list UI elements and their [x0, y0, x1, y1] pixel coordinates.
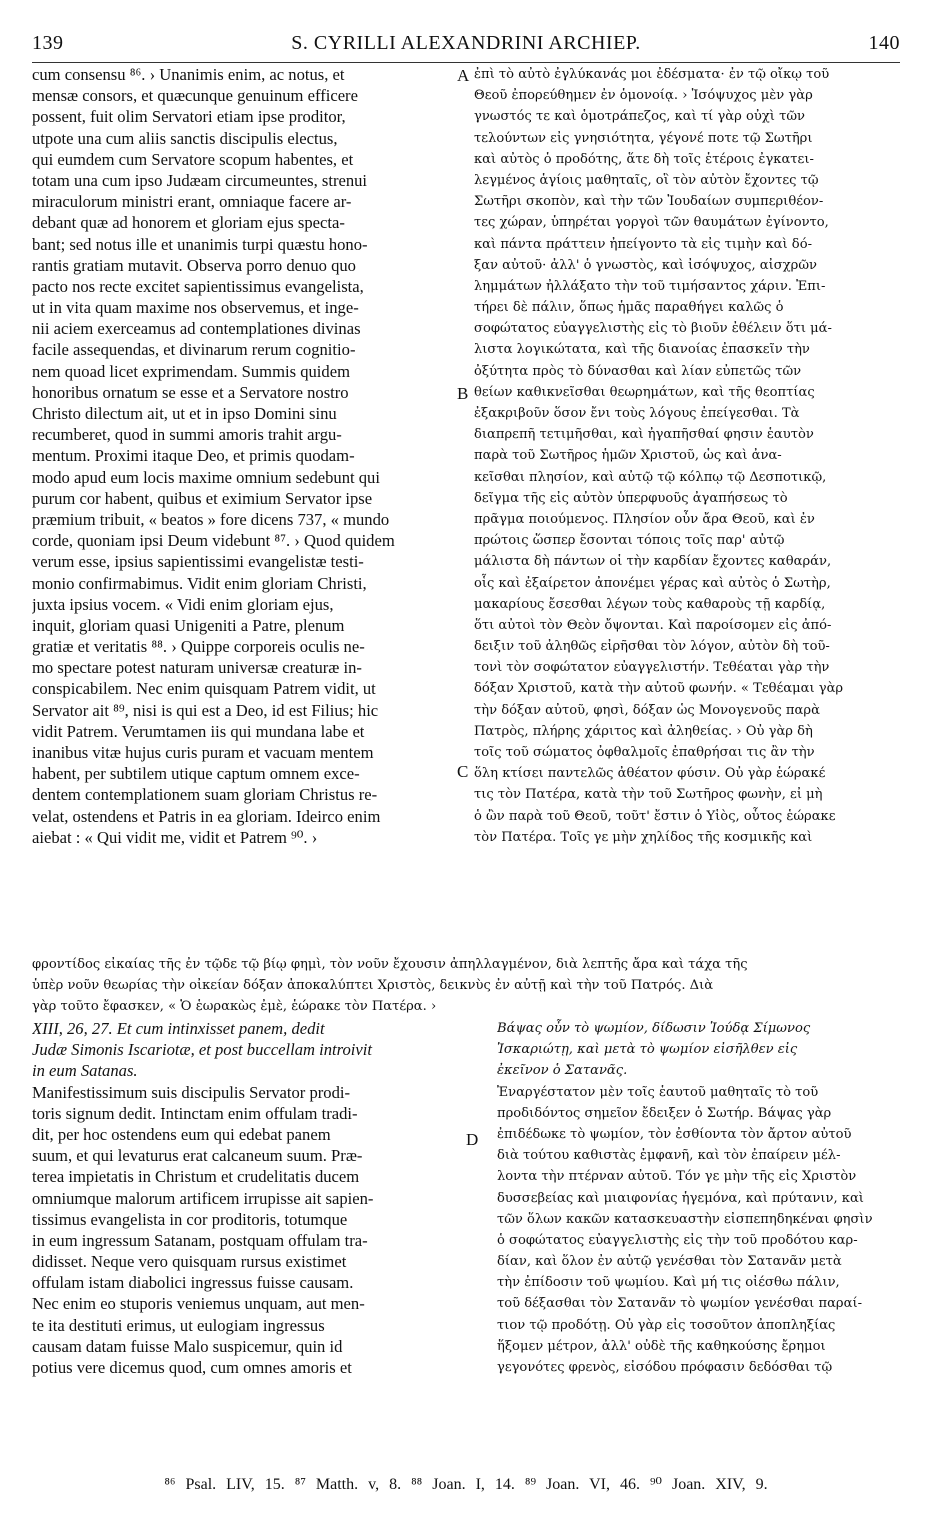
text-line: ὁ ὢν παρὰ τοῦ Θεοῦ, τοῦτ' ἔστιν ὁ Υἱὸς, οὗτος ἑώρακε: [474, 808, 836, 824]
text-line: τις τὸν Πατέρα, κατὰ τὴν τοῦ Σωτῆρος φωνὴν, εἰ μὴ: [474, 787, 823, 803]
text-line: præmium tribuit, « beatos » fore dicens 737, « mundo: [32, 509, 390, 529]
text-line: Servator ait ⁸⁹, nisi is qui est a Deo, id est Filius; hic: [32, 700, 379, 720]
text-line: verum esse, ipsius sapientissimi evangelistæ testi-: [32, 552, 364, 572]
text-line: habent, per subtilem utique captum omnem exce-: [32, 764, 360, 784]
text-line: Βάψας οὖν τὸ ψωμίον, δίδωσιν Ἰούδᾳ Σίμωνος: [497, 1021, 811, 1036]
text-line: terea impietatis in Christum et crudelitatis ducem: [32, 1167, 360, 1187]
text-line: vidit Patrem. Verumtamen iis qui mundana labe et: [32, 721, 365, 741]
text-line: λεγμένος ἁγίοις μαθηταῖς, οἳ τὸν αὐτὸν ἔχοντες τῷ: [474, 172, 819, 188]
text-line: honoribus ornatum se esse et a Servatore nostro: [32, 382, 349, 402]
text-line: τες χώραν, ὑπηρέται γοργοὶ τῶν θαυμάτων ἐγίνοντο,: [474, 215, 829, 231]
text-line: potius vere dicemus quod, cum omnes amoris et: [32, 1358, 352, 1377]
text-line: λιστα λογικώτατα, καὶ τῆς διανοίας ἐπασκεῖν τὴν: [474, 342, 810, 358]
text-line: inquit, gloriam quasi Unigeniti a Patre, plenum: [32, 615, 345, 635]
text-line: Nec enim eo stuporis veniemus unquam, aut men-: [32, 1294, 365, 1314]
text-line: γνωστός τε καὶ ὁμοτράπεζος, καὶ τί γὰρ οὐχὶ τῶν: [474, 109, 805, 125]
text-line: ὑπὲρ νοῦν θεωρίας τὴν οἰκείαν δόξαν ἀποκαλύπτει Χριστὸς, δεικνὺς ἐν αὐτῇ καὶ τὴν τοῦ Πατρός. Διὰ: [32, 978, 714, 994]
text-line: Ἰσκαριώτῃ, καὶ μετὰ τὸ ψωμίον εἰσῆλθεν εἰς: [497, 1042, 798, 1058]
text-line: τῶν ὅλων κακῶν κατασκευαστὴν εἰσπεπηδηκέναι φησὶν: [497, 1211, 873, 1227]
margin-marker-b: B: [457, 384, 469, 403]
text-line: gratiæ et veritatis ⁸⁸. › Quippe corporeis oculis ne-: [32, 637, 365, 657]
text-line: ἥξομεν μέτρον, ἀλλ' οὐδὲ τῆς καθηκούσης ἔρημοι: [497, 1338, 826, 1354]
text-line: θείων καθικνεῖσθαι θεωρημάτων, καὶ τῆς θεοπτίας: [474, 384, 815, 400]
text-line: καὶ πάντα πράττειν ἠπείγοντο τὰ εἰς τιμὴν καὶ δό-: [474, 236, 813, 252]
text-line: in eum ingressum Satanam, postquam offulam tra-: [32, 1230, 368, 1250]
text-line: ἐκεῖνον ὁ Σατανᾶς.: [497, 1063, 628, 1079]
text-line: λοντα τὴν πτέρναν αὐτοῦ. Τόν γε μὴν τῆς εἰς Χριστὸν: [497, 1169, 857, 1185]
text-line: ἐξακριβοῦν ὅσον ἔνι τοὺς λόγους ἐπείγεσθαι. Τὰ: [474, 406, 800, 421]
text-line: pacto nos recte excitet sapientissimus evangelista,: [32, 276, 364, 296]
text-line: qui eumdem cum Servatore scopum habentes, et: [32, 149, 354, 169]
text-line: miraculorum ministri erant, omniaque facere ar-: [32, 192, 352, 212]
text-line: μάλιστα δὴ πάντων οἱ τὴν καρδίαν ἔχοντες καθαράν,: [474, 554, 832, 570]
text-line: facile assequendas, et divinarum rerum cognitio-: [32, 340, 356, 360]
text-line: nem quoad licet exprimendam. Summis quidem: [32, 361, 350, 381]
text-line: σοφώτατος εὐαγγελιστὴς εἰς τὸ βιοῦν ἐθέλειν ὅτι μά-: [474, 321, 832, 337]
text-line: debant quæ ad honorem et gloriam ejus specta-: [32, 213, 345, 233]
text-line: dit, per hoc ostendens eum qui edebat panem: [32, 1124, 331, 1144]
margin-marker-c: C: [457, 762, 469, 781]
text-line: modo apud eum locis maxime omnium sedebunt qui: [32, 467, 380, 487]
text-line: purum cor habent, quibus et eximium Servator ipse: [32, 488, 373, 508]
text-line: corde, quoniam ipsi Deum videbunt ⁸⁷. › Quod quidem: [32, 531, 395, 551]
text-line: παρὰ τοῦ Σωτῆρος ἡμῶν Χριστοῦ, ὡς καὶ ἀνα-: [474, 448, 782, 464]
footnotes: ⁸⁶ Psal. LIV, 15. ⁸⁷ Matth. v, 8. ⁸⁸ Joan. I, 14. ⁸⁹ Joan. VI, 46. ⁹⁰ Joan. XIV, 9.: [164, 1476, 768, 1493]
text-line: Manifestissimum suis discipulis Servator prodi-: [32, 1082, 351, 1102]
text-line: mentum. Proximi itaque Deo, et primis quodam-: [32, 446, 355, 466]
margin-marker-d: D: [466, 1130, 479, 1149]
margin-marker-a: A: [457, 66, 470, 85]
text-line: mo spectare potest naturam universæ creaturæ in-: [32, 658, 362, 678]
text-line: τοῦ δέξασθαι τὸν Σατανᾶν τὸ ψωμίον γενέσθαι παραί-: [497, 1296, 863, 1312]
text-line: Θεοῦ ἐπορεύθημεν ἐν ὁμονοίᾳ. › Ἰσόψυχος μὲν γὰρ: [474, 88, 813, 104]
text-line: Σωτῆρι σκοπὸν, καὶ τὴν τῶν Ἰουδαίων συμπεριθέον-: [474, 194, 824, 210]
text-line: οἷς καὶ ἐξαίρετον ἀπονέμει γέρας καὶ αὐτὸς ὁ Σωτὴρ,: [474, 575, 831, 591]
text-line: γεγονότες φρενὸς, εἰσόδου πρόφασιν δεδόσθαι τῷ: [497, 1360, 833, 1375]
text-line: τὴν δόξαν αὐτοῦ, φησὶ, δόξαν ὡς Μονογενοῦς παρὰ: [474, 702, 820, 718]
latin-lemma: [32, 1018, 456, 1082]
text-line: cum consensu ⁸⁶. › Unanimis enim, ac notus, et: [32, 65, 345, 84]
text-line: bant; sed notus ille et unanimis turpi quæstu hono-: [32, 234, 368, 254]
text-line: κεῖσθαι πλησίον, καὶ αὐτῷ τῷ κόλπῳ τῷ Δεσποτικῷ,: [474, 469, 827, 485]
text-line: in eum Satanas.: [32, 1061, 138, 1081]
greek-column-top: [474, 64, 902, 848]
greek-lemma: [497, 1018, 902, 1082]
text-line: τὸν Πατέρα. Τοῖς γε μὴν χηλίδος τῆς κοσμικῆς καὶ: [474, 829, 813, 845]
latin-column-bottom: [32, 1018, 456, 1378]
text-line: inanibus vitæ hujus curis puram et vacuam mentem: [32, 743, 374, 762]
text-line: utpote una cum aliis sanctis discipulis electus,: [32, 128, 338, 148]
text-line: omniumque malorum artificem irrupisse ait sapien-: [32, 1188, 374, 1208]
text-line: Ἐναργέστατον μὲν τοῖς ἑαυτοῦ μαθηταῖς τὸ τοῦ: [497, 1084, 819, 1100]
text-line: τήρει δὲ πάλιν, ὅπως ἡμᾶς παραθήγει καλῶς ὁ: [474, 300, 784, 316]
text-line: Judæ Simonis Iscariotæ, et post buccellam introivit: [32, 1040, 372, 1060]
text-line: recumberet, quod in summi amoris trahit argu-: [32, 425, 342, 445]
text-line: mensæ consors, et quæcunque genuinum efficere: [32, 86, 358, 106]
text-line: aiebat : « Qui vidit me, vidit et Patrem ⁹⁰. ›: [32, 827, 318, 847]
page-number-right: 140: [868, 32, 900, 54]
latin-commentary: [32, 1082, 456, 1379]
text-line: causam datam fuisse Malo suspicemur, quin id: [32, 1336, 343, 1356]
text-line: ὅλη κτίσει παντελῶς ἀθέατον φύσιν. Οὐ γὰρ ἑώρακέ: [474, 766, 826, 782]
text-line: πρᾶγμα ποιούμενος. Πλησίον οὖν ἄρα Θεοῦ, καὶ ἐν: [474, 511, 815, 527]
text-line: XIII, 26, 27. Et cum intinxisset panem, dedit: [32, 1019, 325, 1038]
text-line: te ita destituti erimus, ut eulogiam ingressus: [32, 1315, 325, 1335]
text-line: tissimus evangelista in cor proditoris, totumque: [32, 1209, 348, 1229]
text-line: μακαρίους ἔσεσθαι λέγων τοὺς καθαροὺς τῇ καρδίᾳ,: [474, 596, 826, 612]
greek-full-width-paragraph: [32, 954, 902, 1018]
text-line: δειξιν τοῦ ἀληθῶς εἰρῆσθαι τὸν λόγον, αὐτὸν δὴ τοῦ-: [474, 639, 830, 655]
header-rule: [32, 62, 900, 63]
text-line: ἐπὶ τὸ αὐτὸ ἐγλύκανάς μοι ἐδέσματα· ἐν τῷ οἴκῳ τοῦ: [474, 67, 830, 82]
text-line: δεῖγμα τῆς εἰς αὐτὸν ὑπερφυοῦς ἀγαπήσεως τὸ: [474, 490, 788, 506]
text-line: nii aciem exerceamus ad contemplationes divinas: [32, 319, 361, 339]
text-line: τονὶ τὸν σοφώτατον εὐαγγελιστήν. Τεθέαται γὰρ τὴν: [474, 660, 830, 676]
text-line: possent, fuit olim Servatori etiam ipse proditor,: [32, 107, 346, 127]
text-line: προδιδόντος σημεῖον ἔδειξεν ὁ Σωτήρ. Βάψας γὰρ: [497, 1105, 832, 1121]
text-line: dentem contemplationem suam gloriam Christus re-: [32, 785, 378, 805]
text-line: juxta ipsius vocem. « Vidi enim gloriam ejus,: [32, 594, 334, 614]
text-line: ὀξύτητα πρὸς τὸ δύνασθαι καὶ λίαν εὐπετῶς τῶν: [474, 363, 802, 379]
page-number-left: 139: [32, 32, 64, 54]
text-line: suum, et qui levaturus erat calcaneum suum. Præ-: [32, 1146, 363, 1166]
text-line: conspicabilem. Nec enim quisquam Patrem vidit, ut: [32, 679, 376, 699]
text-line: totam una cum ipso Judæam circumeuntes, strenui: [32, 170, 368, 190]
text-line: δυσσεβείας καὶ μιαιφονίας ἡγεμόνα, καὶ πρύτανιν, καὶ: [497, 1190, 864, 1206]
text-line: τιον τῷ προδότῃ. Οὐ γὰρ εἰς τοσοῦτον ἀποπληξίας: [497, 1317, 836, 1333]
text-line: monio confirmabimus. Vidit enim gloriam Christi,: [32, 573, 367, 593]
text-line: δίαν, καὶ ὅλον ἐν αὐτῷ γενέσθαι τὸν Σατανᾶν μετὰ: [497, 1254, 842, 1270]
running-header: [32, 32, 900, 62]
text-line: ξαν αὐτοῦ· ἀλλ' ὁ γνωστὸς, καὶ ἰσόψυχος, αἰσχρῶν: [474, 257, 817, 273]
text-line: velat, ostendens et Patris in ea gloriam. Ideirco enim: [32, 806, 381, 826]
text-line: ut in vita quam maxime nos observemus, et inge-: [32, 298, 359, 318]
text-line: τὴν ἐπίδοσιν τοῦ ψωμίου. Καὶ μή τις οἰέσθω πάλιν,: [497, 1275, 840, 1291]
text-line: ὁ σοφώτατος εὐαγγελιστὴς εἰς τὴν τοῦ προδότου καρ-: [497, 1232, 858, 1248]
text-line: φροντίδος εἰκαίας τῆς ἐν τῷδε τῷ βίῳ φημὶ, τὸν νοῦν ἔχουσιν ἀπηλλαγμένον, διὰ λεπτῆς ἄρα καὶ τάχα τῆς: [32, 957, 748, 972]
text-line: ὅτι αὐτοὶ τὸν Θεὸν ὄψονται. Καὶ παροίσομεν εἰς ἀπό-: [474, 617, 832, 633]
text-line: τοῖς τοῦ σώματος ὀφθαλμοῖς ἐπαθρήσαι τις ἂν τὴν: [474, 745, 815, 760]
text-line: δόξαν Χριστοῦ, κατὰ τὴν αὐτοῦ φωνήν. « Τεθέαμαι γὰρ: [474, 681, 844, 697]
text-line: Πατρὸς, πλήρης χάριτος καὶ ἀληθείας. › Οὐ γὰρ δὴ: [474, 723, 813, 739]
text-line: διαπρεπῆ τετιμῆσθαι, καὶ ἠγαπῆσθαί φησιν ἑαυτὸν: [474, 427, 814, 443]
greek-commentary: [497, 1082, 902, 1379]
text-line: ἐπιδέδωκε τὸ ψωμίον, τὸν ἐσθίοντα τὸν ἄρτον αὐτοῦ: [497, 1126, 852, 1142]
text-line: γὰρ τοῦτο ἔφασκεν, « Ὁ ἑωρακὼς ἐμὲ, ἑώρακε τὸν Πατέρα. ›: [32, 999, 437, 1015]
latin-column-top: [32, 64, 456, 848]
text-line: διὰ τούτου καθιστὰς ἐμφανῆ, καὶ τὸν ἐπαίρειν μέλ-: [497, 1148, 841, 1164]
text-line: toris signum dedit. Intinctam enim offulam tradi-: [32, 1103, 358, 1123]
text-line: καὶ αὐτὸς ὁ προδότης, ἅτε δὴ τοῖς ἑτέροις ἐγκατει-: [474, 151, 814, 167]
text-line: Christo dilectum ait, ut et in ipso Domini sinu: [32, 404, 337, 423]
text-line: didisset. Neque vero quisquam rursus existimet: [32, 1252, 347, 1272]
greek-column-bottom: [497, 1018, 902, 1378]
text-line: λημμάτων ἠλλάξατο τὴν τοῦ τιμήσαντος χάριν. Ἐπι-: [474, 278, 826, 294]
text-line: πρώτοις ὥσπερ ἔσονται τόποις τοῖς παρ' αὐτῷ: [474, 533, 785, 549]
text-line: τελούντων εἰς γνησιότητα, γέγονέ ποτε τῷ Σωτῆρι: [474, 130, 813, 146]
running-title: S. CYRILLI ALEXANDRINI ARCHIEP.: [291, 32, 641, 54]
text-line: rantis gratiam mutavit. Observa porro denuo quo: [32, 255, 356, 275]
text-line: offulam istam diabolici ingressus fuisse causam.: [32, 1273, 354, 1293]
